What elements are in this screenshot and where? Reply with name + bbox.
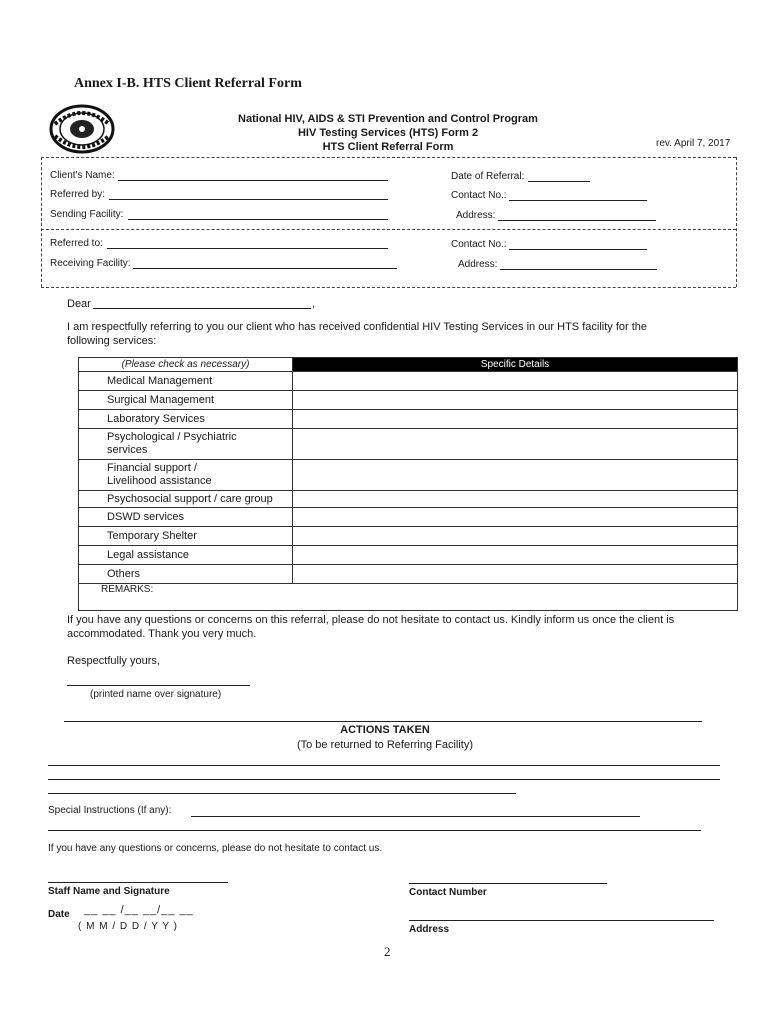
service-name-line: Laboratory Services: [107, 412, 205, 425]
service-name-cell[interactable]: [79, 410, 293, 429]
referred-to-label: Referred to:: [50, 238, 103, 249]
service-name-line: Legal assistance: [107, 548, 189, 561]
date-of-referral-field[interactable]: [528, 181, 590, 182]
receiver-contact-no-label: Contact No.:: [451, 239, 507, 250]
date-format-hint: ( M M / D D / Y Y ): [78, 921, 178, 932]
actions-taken-subtitle: (To be returned to Referring Facility): [296, 739, 474, 751]
service-row: [79, 410, 738, 429]
referred-by-label: Referred by:: [50, 189, 106, 200]
sending-facility-field[interactable]: [128, 219, 388, 220]
special-instructions-label: Special Instructions (If any):: [48, 805, 172, 816]
service-name-line: Psychological / Psychiatric: [107, 431, 237, 443]
remarks-cell[interactable]: REMARKS:: [79, 584, 738, 611]
dear-label: Dear: [67, 298, 91, 310]
specific-details-cell[interactable]: [293, 391, 738, 410]
service-name-line: Surgical Management: [107, 393, 215, 406]
service-name-line: DSWD services: [107, 510, 185, 523]
contact-number-line[interactable]: [409, 883, 607, 884]
signature-line[interactable]: [67, 685, 250, 686]
service-name-cell[interactable]: [79, 372, 293, 391]
intro-paragraph: [67, 320, 737, 348]
service-name-cell[interactable]: [79, 565, 293, 584]
dear-comma: ,: [312, 298, 316, 310]
address-label: Address:: [456, 210, 496, 221]
actions-line-3[interactable]: [48, 793, 516, 794]
clients-name-field[interactable]: [118, 180, 388, 181]
service-row: [79, 391, 738, 410]
service-name-cell[interactable]: [79, 508, 293, 527]
specific-details-cell[interactable]: [293, 527, 738, 546]
intro-line-1: I am respectfully referring to you our client who has received confidential HIV Testing Services in our HTS facility for the: [67, 321, 648, 333]
special-instructions-field-2[interactable]: [48, 830, 701, 831]
service-name-line: Psychosocial support / care group: [107, 492, 273, 505]
service-name-cell[interactable]: [79, 491, 293, 508]
service-name-line: Temporary Shelter: [107, 529, 197, 542]
receiver-address-field[interactable]: [500, 269, 657, 270]
printed-name-caption: (printed name over signature): [90, 689, 222, 700]
closing-paragraph: [67, 613, 737, 641]
service-name-cell[interactable]: [79, 460, 293, 491]
service-name-line: Livelihood assistance: [107, 475, 212, 487]
contact-number-label: Contact Number: [409, 887, 487, 898]
specific-details-cell[interactable]: [293, 429, 738, 460]
receiving-facility-field[interactable]: [133, 268, 397, 269]
specific-details-cell[interactable]: [293, 372, 738, 391]
service-name-line: Medical Management: [107, 374, 213, 387]
service-row: [79, 372, 738, 391]
intro-line-2: following services:: [67, 335, 157, 347]
service-name-line: services: [107, 444, 148, 456]
annex-title: Annex I-B. HTS Client Referral Form: [74, 76, 302, 91]
details-column-header: Specific Details: [293, 358, 738, 372]
service-name-cell[interactable]: [79, 546, 293, 565]
contact-no-label: Contact No.:: [451, 190, 507, 201]
dear-field[interactable]: [93, 308, 311, 309]
actions-line-1[interactable]: [48, 765, 720, 766]
date-label: Date: [48, 909, 70, 920]
department-of-health-seal: [49, 104, 115, 154]
referred-to-field[interactable]: [107, 248, 388, 249]
specific-details-cell[interactable]: [293, 410, 738, 429]
date-of-referral-label: Date of Referral:: [451, 171, 525, 182]
address-field[interactable]: [498, 220, 656, 221]
service-name-line: Others: [107, 567, 141, 580]
address-line[interactable]: [409, 920, 714, 921]
service-row: [79, 429, 738, 460]
service-row: [79, 565, 738, 584]
service-name-cell[interactable]: [79, 391, 293, 410]
check-column-header: (Please check as necessary): [79, 358, 293, 372]
closing-line-2: accommodated. Thank you very much.: [67, 628, 257, 640]
form-name: HIV Testing Services (HTS) Form 2: [297, 127, 479, 139]
specific-details-cell[interactable]: [293, 546, 738, 565]
service-name-cell[interactable]: [79, 527, 293, 546]
date-field[interactable]: __ __ /__ __/__ __: [84, 904, 194, 916]
service-name-line: Financial support /: [107, 462, 197, 474]
receiver-contact-no-field[interactable]: [509, 249, 647, 250]
referred-by-field[interactable]: [109, 199, 388, 200]
contact-no-field[interactable]: [509, 200, 647, 201]
service-name-cell[interactable]: [79, 429, 293, 460]
header-titles: [200, 112, 576, 154]
special-instructions-field[interactable]: [191, 816, 640, 817]
respectfully-yours: Respectfully yours,: [67, 655, 160, 667]
specific-details-cell[interactable]: [293, 491, 738, 508]
receiving-facility-label: Receiving Facility:: [50, 258, 131, 269]
actions-taken-title: ACTIONS TAKEN: [340, 724, 430, 736]
specific-details-cell[interactable]: [293, 460, 738, 491]
sending-facility-label: Sending Facility:: [50, 209, 124, 220]
closing-line-1: If you have any questions or concerns on this referral, please do not hesitate to contact us. Kindly inform us once the client is: [67, 614, 675, 626]
service-row: [79, 546, 738, 565]
specific-details-cell[interactable]: [293, 565, 738, 584]
contact-us-note: If you have any questions or concerns, please do not hesitate to contact us.: [48, 843, 383, 854]
actions-line-2[interactable]: [48, 779, 720, 780]
services-table: [78, 357, 738, 611]
revision-date: rev. April 7, 2017: [656, 138, 731, 149]
address-label-bottom: Address: [409, 924, 450, 935]
specific-details-cell[interactable]: [293, 508, 738, 527]
receiver-address-label: Address:: [458, 259, 498, 270]
staff-signature-line[interactable]: [48, 882, 228, 883]
form-title: HTS Client Referral Form: [322, 141, 454, 153]
page-number: 2: [384, 944, 391, 959]
service-row: [79, 527, 738, 546]
clients-name-label: Client's Name:: [50, 170, 115, 181]
service-row: [79, 508, 738, 527]
program-name: National HIV, AIDS & STI Prevention and Control Program: [238, 113, 538, 125]
staff-name-label: Staff Name and Signature: [48, 886, 170, 897]
service-row: [79, 460, 738, 491]
service-row: [79, 491, 738, 508]
